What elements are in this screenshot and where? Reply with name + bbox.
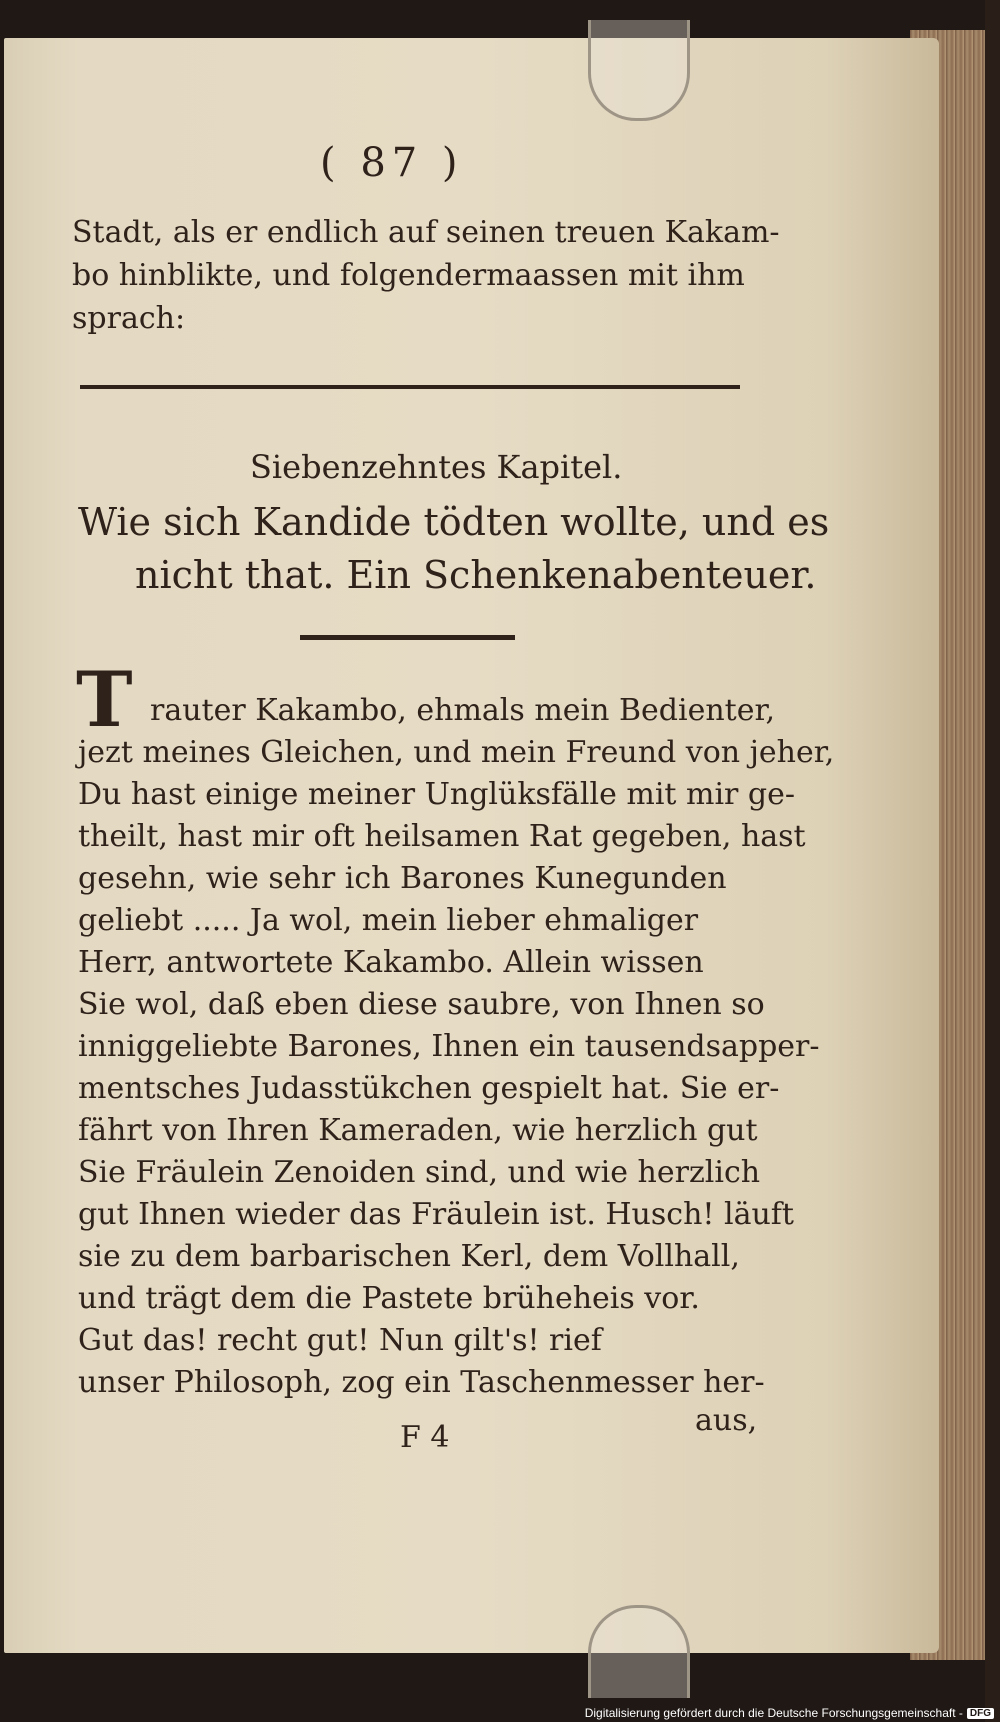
body-line: jezt meines Gleichen, und mein Freund von jeher, (78, 735, 835, 770)
page-clip-top (588, 20, 690, 121)
drop-cap: T (76, 655, 133, 744)
body-line: theilt, hast mir oft heilsamen Rat gegeben, hast (78, 819, 806, 854)
credit-text: Digitalisierung gefördert durch die Deutsche Forschungsgemeinschaft - (584, 1706, 963, 1720)
book-cover-edge (985, 0, 1000, 1722)
catchword: aus, (695, 1403, 758, 1438)
opening-line: Stadt, als er endlich auf seinen treuen Kakam- (72, 215, 780, 250)
chapter-title-line: Wie sich Kandide tödten wollte, und es (78, 500, 830, 544)
body-line: geliebt ..... Ja wol, mein lieber ehmaliger (78, 903, 699, 938)
body-line: gut Ihnen wieder das Fräulein ist. Husch! läuft (78, 1197, 794, 1232)
body-line: und trägt dem die Pastete brüheheis vor. (78, 1281, 700, 1316)
chapter-title-line: nicht that. Ein Schenkenabenteuer. (135, 553, 817, 597)
body-line: inniggeliebte Barones, Ihnen ein tausendsapper- (78, 1029, 820, 1064)
body-line: mentsches Judasstükchen gespielt hat. Sie er- (78, 1071, 780, 1106)
page-number: ( 87 ) (320, 140, 464, 186)
body-line: sie zu dem barbarischen Kerl, dem Vollhall, (78, 1239, 740, 1274)
body-line: Du hast einige meiner Unglüksfälle mit mir ge- (78, 777, 796, 812)
opening-line: bo hinblikte, und folgendermaassen mit ihm (72, 258, 745, 293)
chapter-divider (300, 635, 515, 640)
body-line: rauter Kakambo, ehmals mein Bedienter, (150, 693, 776, 728)
body-line: unser Philosoph, zog ein Taschenmesser her- (78, 1365, 765, 1400)
opening-line: sprach: (72, 301, 186, 336)
dfg-logo: DFG (967, 1708, 994, 1719)
digitization-credit (585, 1706, 994, 1720)
body-line: fährt von Ihren Kameraden, wie herzlich gut (78, 1113, 758, 1148)
body-line: Gut das! recht gut! Nun gilt's! rief (78, 1323, 602, 1358)
body-line: Sie Fräulein Zenoiden sind, und wie herzlich (78, 1155, 761, 1190)
page-clip-bottom (588, 1605, 690, 1698)
body-line: Sie wol, daß eben diese saubre, von Ihnen so (78, 987, 765, 1022)
chapter-heading: Siebenzehntes Kapitel. (250, 448, 623, 486)
body-line: gesehn, wie sehr ich Barones Kunegunden (78, 861, 727, 896)
body-line: Herr, antwortete Kakambo. Allein wissen (78, 945, 704, 980)
section-divider (80, 385, 740, 389)
signature-mark: F 4 (400, 1420, 450, 1455)
